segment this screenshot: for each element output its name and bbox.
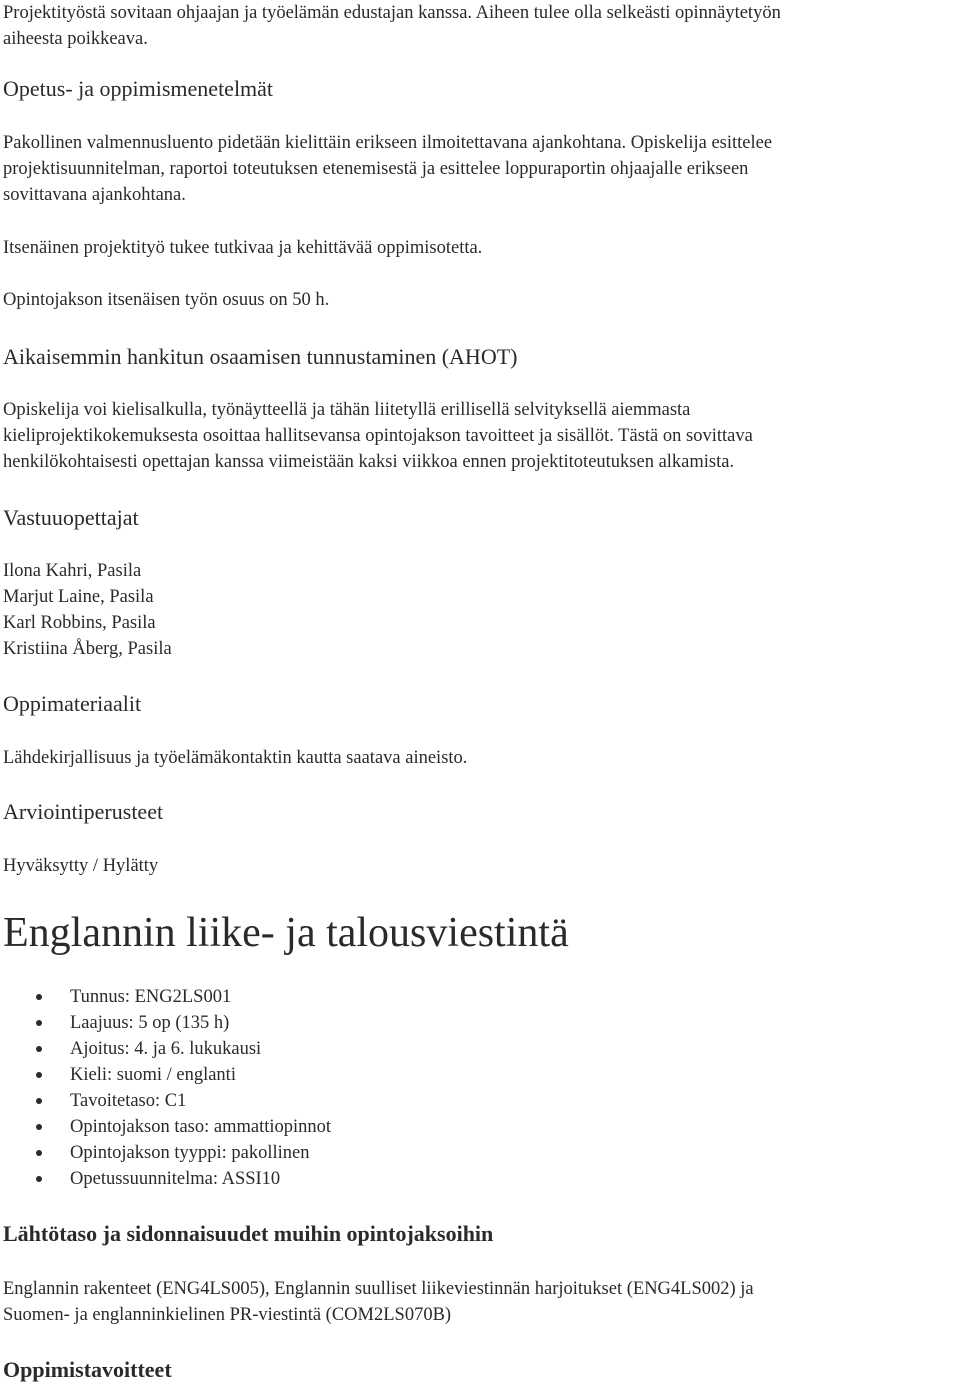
course-fact-text: Laajuus: 5 op (135 h) bbox=[70, 1013, 230, 1033]
bullet-icon bbox=[36, 1020, 42, 1026]
course-facts-list bbox=[3, 984, 953, 1192]
prereq-line: Suomen- ja englanninkielinen PR-viestintä (COM2LS070B) bbox=[3, 1305, 452, 1325]
course-title: Englannin liike- ja talousviestintä bbox=[3, 910, 569, 956]
course-fact-item bbox=[3, 1166, 953, 1192]
teacher-name: Marjut Laine, Pasila bbox=[3, 587, 154, 607]
objectives-heading: Oppimistavoitteet bbox=[3, 1357, 172, 1382]
materials-heading: Oppimateriaalit bbox=[3, 691, 142, 716]
methods-heading: Opetus- ja oppimismenetelmät bbox=[3, 76, 274, 101]
course-fact-item bbox=[3, 1114, 953, 1140]
methods-paragraph-2: Itsenäinen projektityö tukee tutkivaa ja kehittävää oppimisotetta. bbox=[3, 238, 483, 258]
course-fact-item bbox=[3, 1140, 953, 1166]
assessment-heading: Arviointiperusteet bbox=[3, 799, 164, 824]
ahot-heading: Aikaisemmin hankitun osaamisen tunnustaminen (AHOT) bbox=[3, 344, 518, 369]
prereq-heading: Lähtötaso ja sidonnaisuudet muihin opintojaksoihin bbox=[3, 1221, 494, 1246]
bullet-icon bbox=[36, 994, 42, 1000]
bullet-icon bbox=[36, 1046, 42, 1052]
ahot-paragraph bbox=[3, 397, 953, 475]
course-fact-item bbox=[3, 1062, 953, 1088]
ahot-line: Opiskelija voi kielisalkulla, työnäytteellä ja tähän liitetyllä erillisellä selvityksellä aiemmasta bbox=[3, 400, 691, 420]
bullet-icon bbox=[36, 1124, 42, 1130]
bullet-icon bbox=[36, 1072, 42, 1078]
methods-paragraph-3: Opintojakson itsenäisen työn osuus on 50 h. bbox=[3, 290, 330, 310]
course-fact-item bbox=[3, 1010, 953, 1036]
assessment-text: Hyväksytty / Hylätty bbox=[3, 856, 159, 876]
intro-paragraph bbox=[3, 0, 953, 52]
prereq-paragraph bbox=[3, 1276, 953, 1328]
course-fact-text: Opetussuunnitelma: ASSI10 bbox=[70, 1169, 281, 1189]
materials-text: Lähdekirjallisuus ja työelämäkontaktin kautta saatava aineisto. bbox=[3, 748, 468, 768]
course-fact-text: Ajoitus: 4. ja 6. lukukausi bbox=[70, 1039, 262, 1059]
ahot-line: kieliprojektikokemuksesta osoittaa hallitsevansa opintojakson tavoitteet ja sisällöt. Tästä on sovittava bbox=[3, 426, 753, 446]
methods-line: sovittavana ajankohtana. bbox=[3, 185, 186, 205]
ahot-line: henkilökohtaisesti opettajan kanssa viimeistään kaksi viikkoa ennen projektitoteutuksen alkamista. bbox=[3, 452, 735, 472]
teacher-name: Kristiina Åberg, Pasila bbox=[3, 639, 172, 659]
bullet-icon bbox=[36, 1176, 42, 1182]
intro-line: aiheesta poikkeava. bbox=[3, 29, 148, 49]
methods-line: projektisuunnitelman, raportoi toteutuksen etenemisestä ja esittelee loppuraportin ohjaajalle erikseen bbox=[3, 159, 749, 179]
course-fact-text: Tavoitetaso: C1 bbox=[70, 1091, 187, 1111]
course-fact-text: Opintojakson tyyppi: pakollinen bbox=[70, 1143, 310, 1163]
teacher-name: Karl Robbins, Pasila bbox=[3, 613, 156, 633]
course-fact-text: Kieli: suomi / englanti bbox=[70, 1065, 236, 1085]
bullet-icon bbox=[36, 1098, 42, 1104]
course-fact-item bbox=[3, 1036, 953, 1062]
prereq-line: Englannin rakenteet (ENG4LS005), Englannin suulliset liikeviestinnän harjoitukset (ENG4LS002) ja bbox=[3, 1279, 754, 1299]
methods-line: Pakollinen valmennusluento pidetään kielittäin erikseen ilmoitettavana ajankohtana. Opiskelija esittelee bbox=[3, 133, 773, 153]
teacher-name: Ilona Kahri, Pasila bbox=[3, 561, 142, 581]
course-fact-text: Tunnus: ENG2LS001 bbox=[70, 987, 232, 1007]
course-fact-item bbox=[3, 1088, 953, 1114]
course-fact-text: Opintojakson taso: ammattiopinnot bbox=[70, 1117, 332, 1137]
teachers-list bbox=[3, 558, 953, 662]
course-fact-item bbox=[3, 984, 953, 1010]
intro-line: Projektityöstä sovitaan ohjaajan ja työelämän edustajan kanssa. Aiheen tulee olla selkeästi opinnäytetyön bbox=[3, 3, 781, 23]
bullet-icon bbox=[36, 1150, 42, 1156]
teachers-heading: Vastuuopettajat bbox=[3, 505, 139, 530]
methods-paragraph bbox=[3, 130, 953, 208]
